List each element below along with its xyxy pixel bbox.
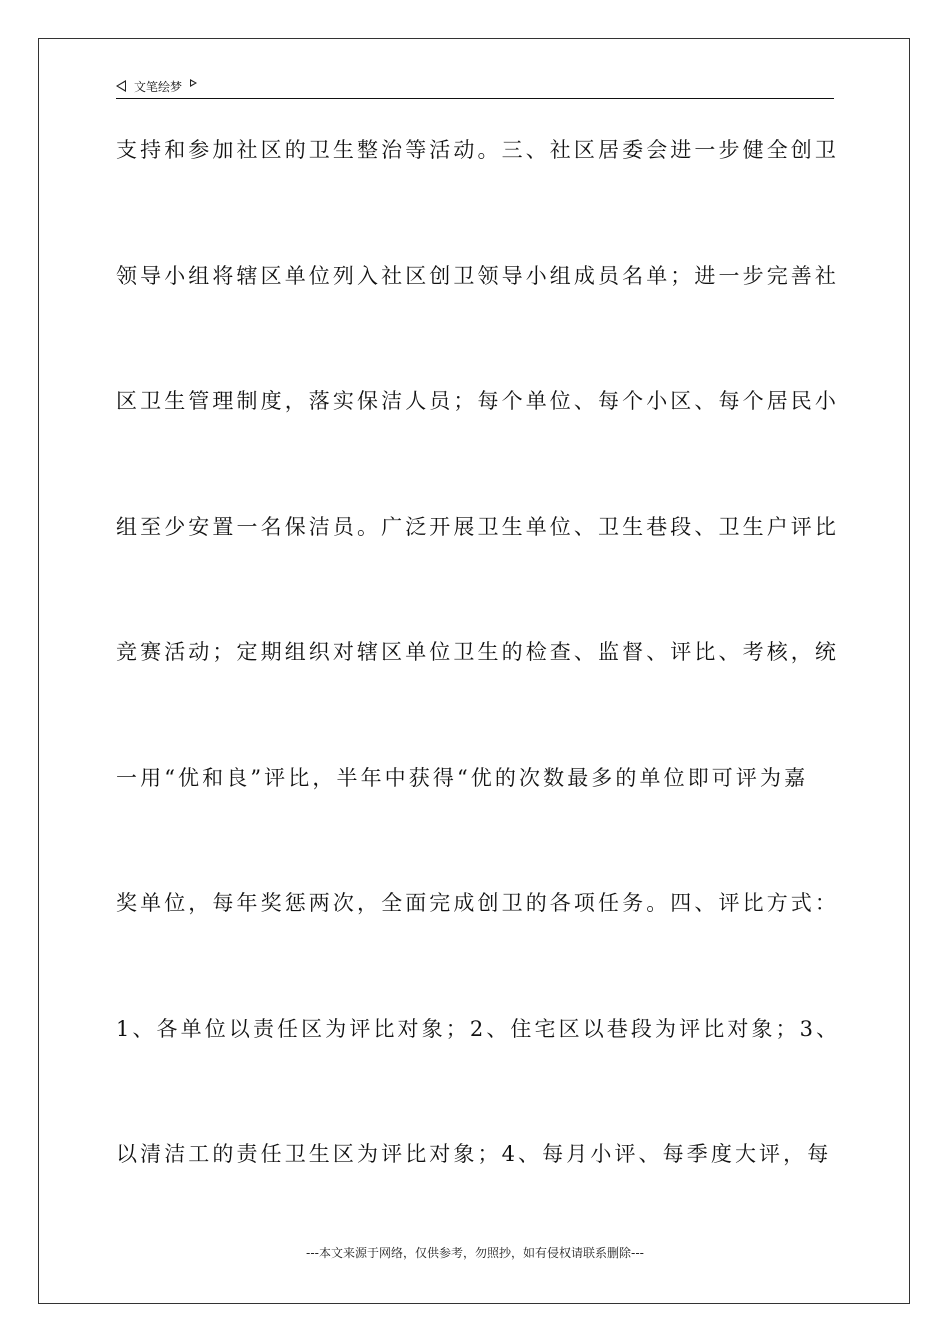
body-line: 竞赛活动；定期组织对辖区单位卫生的检查、监督、评比、考核，统 bbox=[116, 640, 839, 664]
body-line: 领导小组将辖区单位列入社区创卫领导小组成员名单；进一步完善社 bbox=[116, 263, 839, 288]
body-line: 1、各单位以责任区为评比对象；2、住宅区以巷段为评比对象；3、 bbox=[116, 1016, 841, 1041]
footer-disclaimer: ---本文来源于网络，仅供参考，勿照抄，如有侵权请联系删除--- bbox=[306, 1246, 644, 1260]
body-line: 组至少安置一名保洁员。广泛开展卫生单位、卫生巷段、卫生户评比 bbox=[116, 514, 839, 539]
header-title: 文笔绘梦 bbox=[134, 79, 183, 94]
body-line: 以清洁工的责任卫生区为评比对象；4、每月小评、每季度大评，每 bbox=[116, 1142, 832, 1166]
body-line: 一用“优和良”评比，半年中获得“优的次数最多的单位即可评为嘉 bbox=[116, 765, 809, 790]
page-header bbox=[116, 74, 834, 99]
body-line: 区卫生管理制度，落实保洁人员；每个单位、每个小区、每个居民小 bbox=[116, 389, 839, 413]
document-body bbox=[116, 130, 841, 1260]
body-line: 奖单位，每年奖惩两次，全面完成创卫的各项任务。四、评比方式： bbox=[116, 891, 839, 915]
triangle-left-icon bbox=[116, 80, 126, 92]
body-line: 支持和参加社区的卫生整治等活动。三、社区居委会进一步健全创卫 bbox=[116, 138, 839, 162]
triangle-right-icon bbox=[190, 79, 197, 87]
